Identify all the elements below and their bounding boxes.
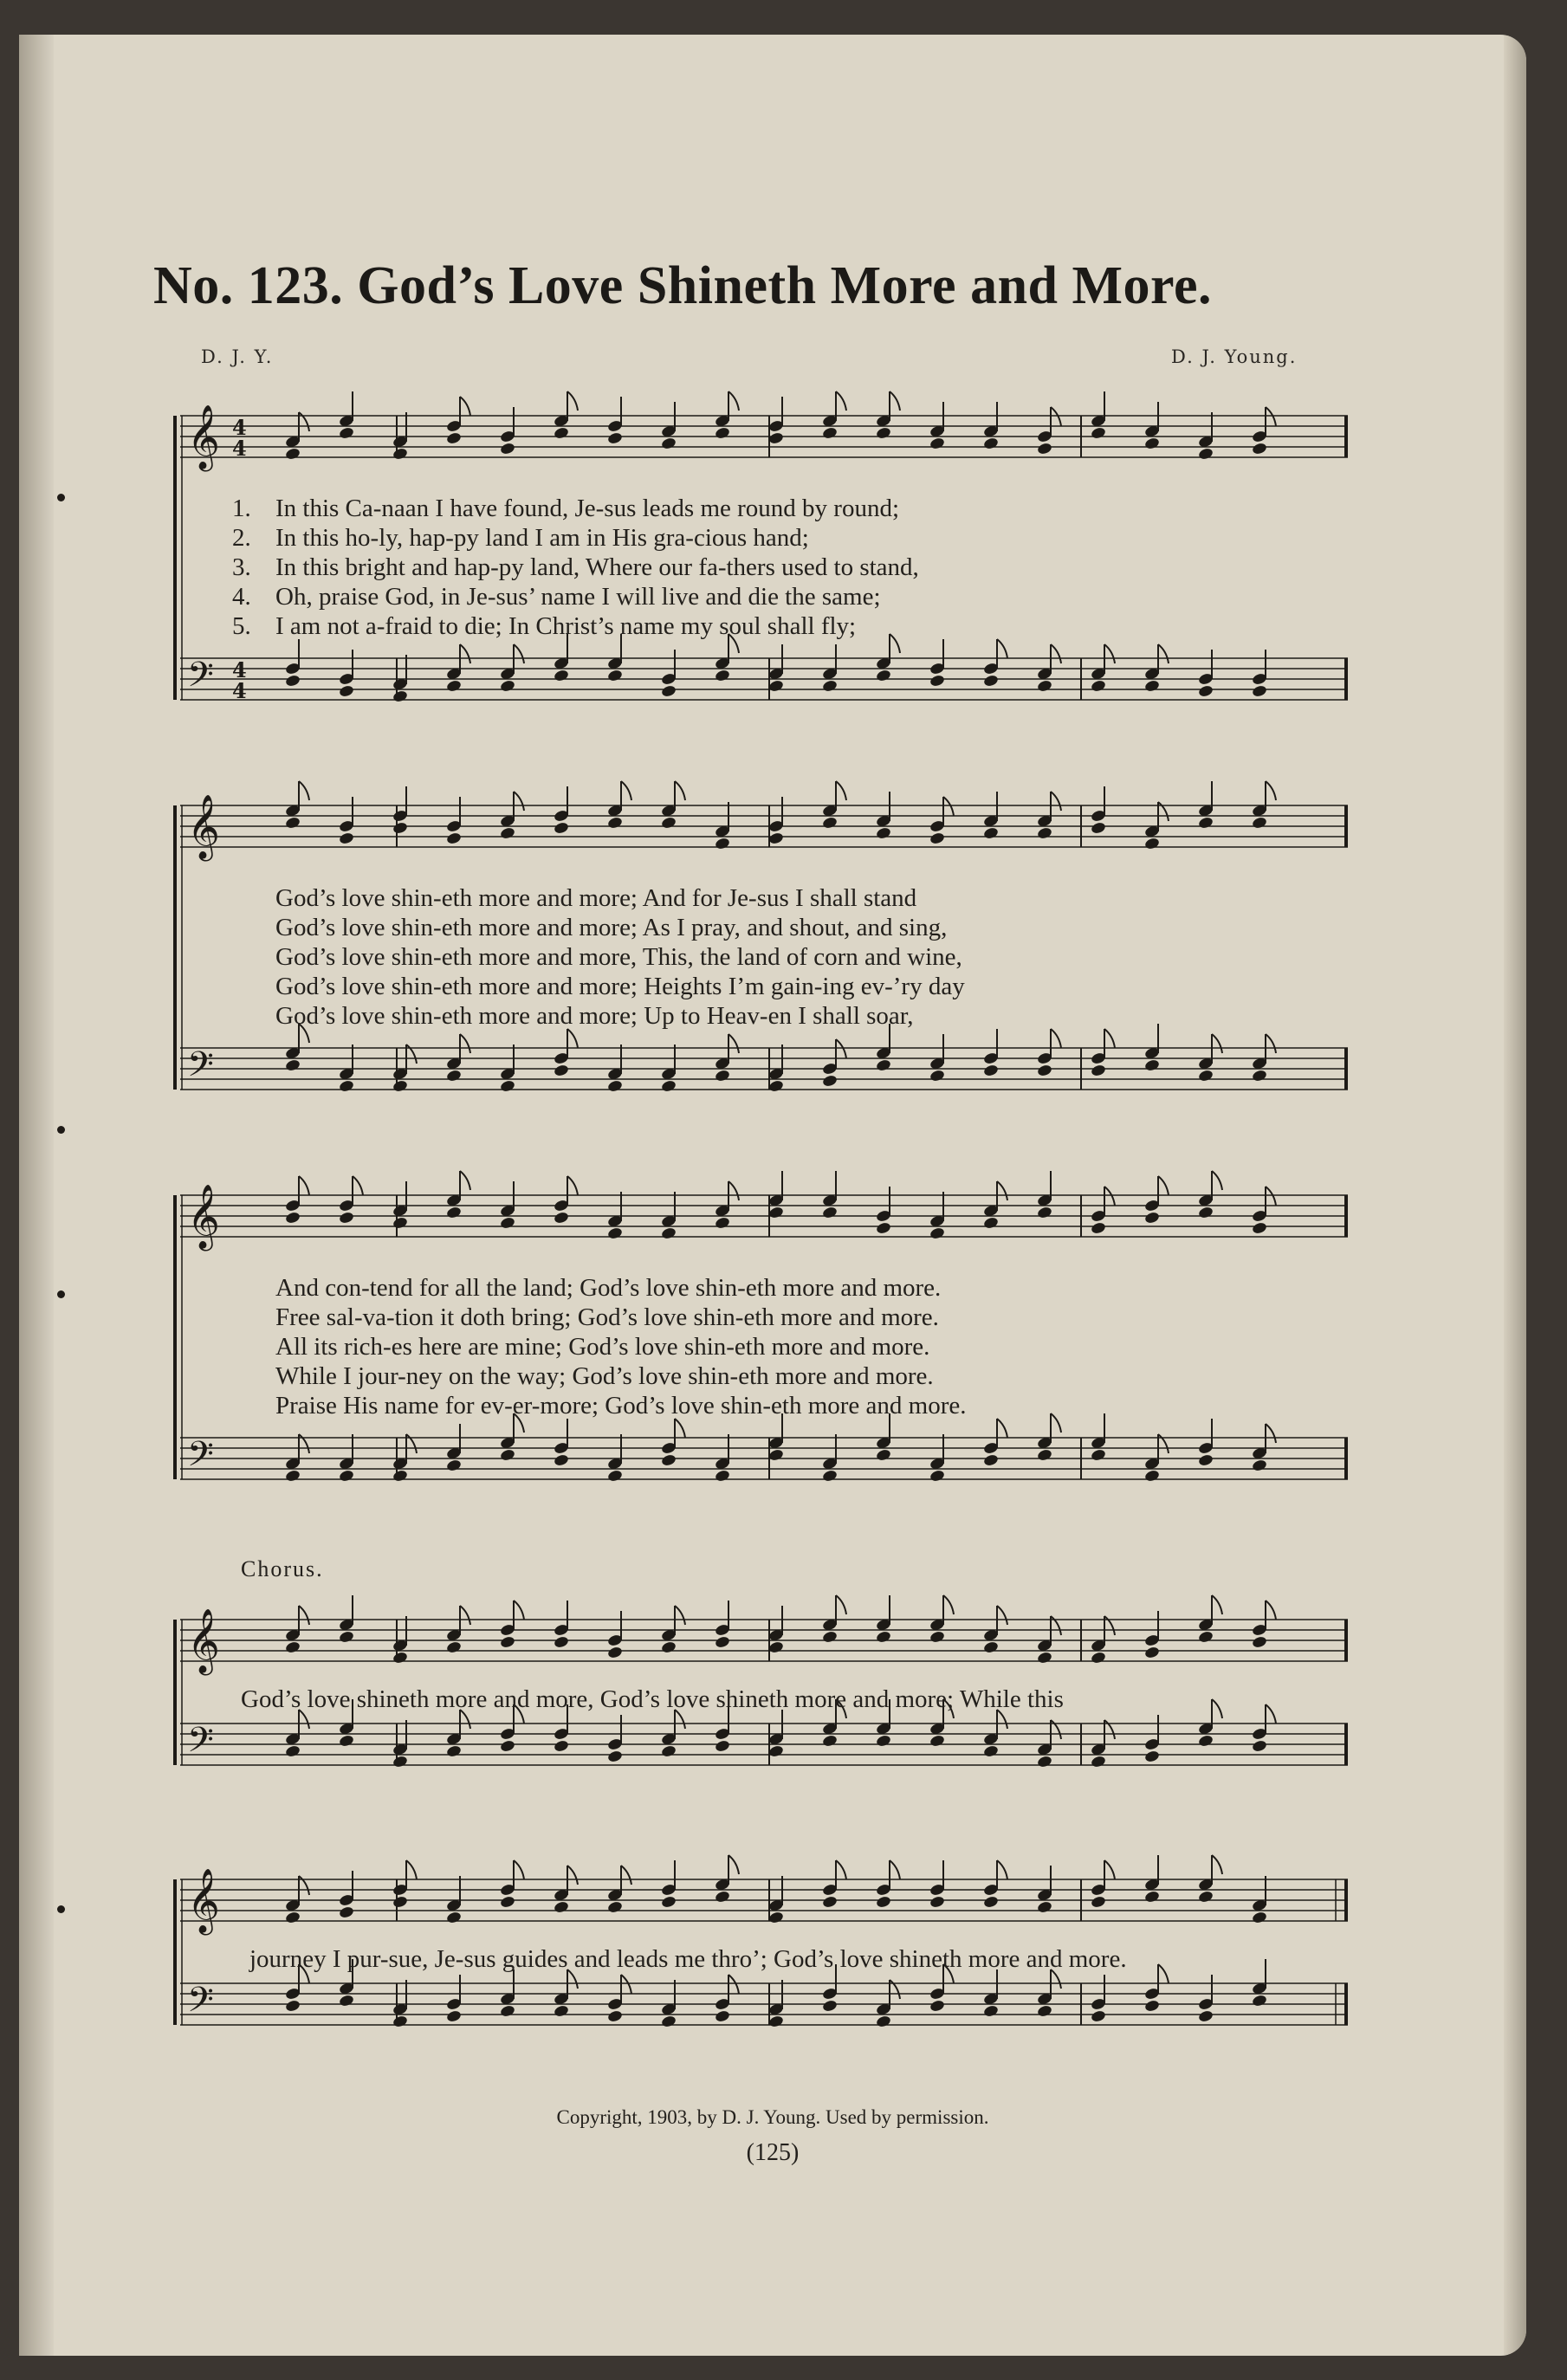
lyric-line: Praise His name for ev-er-more; God’s love shin-eth more and more.: [275, 1392, 967, 1420]
verse-lyrics-block-1: [163, 494, 1357, 641]
chorus-system-2: [163, 1845, 1357, 2070]
svg-text:𝄢: 𝄢: [187, 1434, 214, 1483]
music-system-2: [163, 771, 1357, 1126]
lyric-line: God’s love shin-eth more and more, This, the land of corn and wine,: [275, 943, 962, 971]
lyric-line: Free sal-va-tion it doth bring; God’s love shin-eth more and more.: [275, 1303, 939, 1331]
verse-lyrics-block-2: [163, 883, 1357, 1031]
svg-text:𝄢: 𝄢: [187, 1980, 214, 2028]
lyric-line: 3. In this bright and hap-py land, Where our fa-thers used to stand,: [232, 553, 919, 581]
binding-hole-icon: [57, 1905, 65, 1913]
svg-text:𝄞: 𝄞: [187, 1185, 220, 1249]
lyric-line: God’s love shin-eth more and more; And for Je-sus I shall stand: [275, 884, 917, 912]
binding-hole-icon: [57, 1290, 65, 1298]
music-system-1: [163, 381, 1357, 736]
binding-hole-icon: [57, 1126, 65, 1134]
chorus-lyric-line: God’s love shineth more and more, God’s love shineth more and more; While this: [241, 1685, 1064, 1713]
chorus-label: Chorus.: [241, 1556, 324, 1581]
svg-text:𝄢: 𝄢: [187, 1044, 214, 1093]
svg-text:𝄞: 𝄞: [187, 795, 220, 859]
composer-credit: D. J. Young.: [1171, 346, 1298, 367]
lyric-line: 4. Oh, praise God, in Je-sus’ name I will live and die the same;: [232, 583, 881, 611]
svg-text:𝄢: 𝄢: [187, 655, 214, 703]
lyric-line: All its rich-es here are mine; God’s love shin-eth more and more.: [275, 1333, 930, 1361]
hymn-title: No. 123. God’s Love Shineth More and More.: [153, 256, 1212, 315]
page-spine-shadow: [19, 35, 54, 2356]
lyric-line: And con-tend for all the land; God’s love shin-eth more and more.: [275, 1274, 942, 1302]
verse-lyrics-block-3: [163, 1273, 1357, 1420]
lyric-line: God’s love shin-eth more and more; Heights I’m gain-ing ev-’ry day: [275, 973, 965, 1000]
lyric-line: 1. In this Ca-naan I have found, Je-sus leads me round by round;: [232, 495, 900, 522]
svg-text:4: 4: [232, 436, 247, 461]
lyric-line: While I jour-ney on the way; God’s love shin-eth more and more.: [275, 1362, 934, 1390]
svg-text:4: 4: [232, 415, 247, 440]
lyric-line: God’s love shin-eth more and more; As I pray, and shout, and sing,: [275, 914, 948, 941]
svg-text:4: 4: [232, 657, 247, 682]
binding-hole-icon: [57, 494, 65, 501]
chorus-system-1: [163, 1585, 1357, 1810]
svg-text:𝄞: 𝄞: [187, 1609, 220, 1673]
lyric-line: 5. I am not a-fraid to die; In Christ’s name my soul shall fly;: [232, 612, 857, 640]
svg-text:𝄢: 𝄢: [187, 1720, 214, 1769]
lyric-line: 2. In this ho-ly, hap-py land I am in His gra-cious hand;: [232, 524, 809, 552]
svg-text:𝄞: 𝄞: [187, 1869, 220, 1933]
page-edge-shadow: [1504, 35, 1526, 2356]
lyric-line: God’s love shin-eth more and more; Up to Heav-en I shall soar,: [275, 1002, 914, 1030]
copyright-notice: Copyright, 1903, by D. J. Young. Used by permission.: [556, 2106, 989, 2128]
svg-text:4: 4: [232, 678, 247, 703]
page-number: (125): [746, 2139, 800, 2166]
music-system-3: [163, 1161, 1357, 1516]
author-credit: D. J. Y.: [201, 346, 274, 367]
chorus-lyric-line: journey I pur-sue, Je-sus guides and leads me thro’; God’s love shineth more and more.: [249, 1945, 1127, 1973]
svg-text:𝄞: 𝄞: [187, 405, 220, 469]
hymnal-page: [19, 35, 1526, 2356]
